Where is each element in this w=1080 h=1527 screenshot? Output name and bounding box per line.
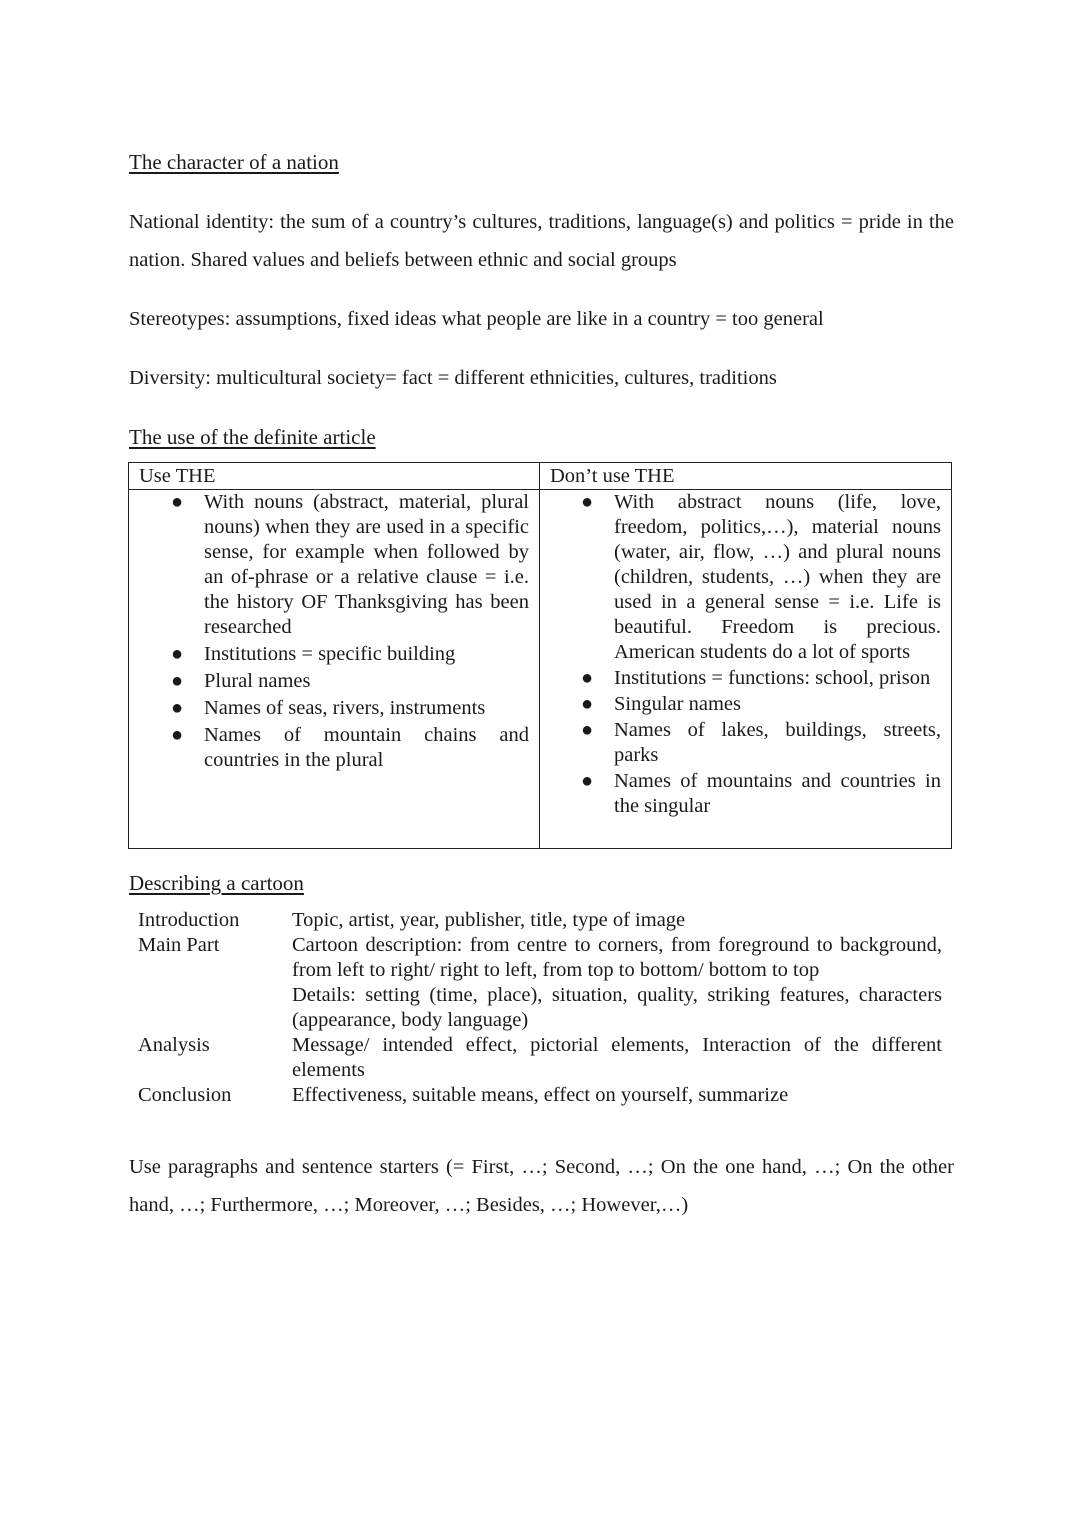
cartoon-row-label: Analysis	[138, 1034, 210, 1056]
cartoon-row-label	[138, 983, 292, 1033]
cartoon-heading: Describing a cartoon	[129, 871, 304, 895]
cartoon-row-label: Introduction	[138, 909, 240, 931]
definition-diversity: Diversity: multicultural society= fact = different ethnicities, cultures, traditions	[129, 367, 777, 389]
list-item: ● Plural names	[171, 670, 311, 692]
bullet-icon: ●	[581, 770, 594, 792]
bullet-icon: ●	[171, 724, 184, 746]
bullet-icon: ●	[171, 491, 184, 513]
list-item: ● Institutions = specific building	[171, 643, 456, 665]
bullet-icon: ●	[581, 693, 594, 715]
dont-use-the-column	[540, 490, 952, 849]
bullet-icon: ●	[581, 667, 594, 689]
cartoon-row	[138, 908, 942, 933]
bullet-icon: ●	[581, 719, 594, 741]
cartoon-row	[138, 1033, 942, 1083]
list-item: ● Names of mountains and countries in the singular	[581, 770, 941, 817]
list-item: ● Singular names	[581, 693, 741, 715]
bullet-icon: ●	[171, 643, 184, 665]
cartoon-row-text: Cartoon description: from centre to corners, from foreground to background, from left to right/ right to left, from top to bottom/ bottom to top	[292, 934, 942, 981]
cartoon-row-label: Conclusion	[138, 1084, 232, 1106]
list-item: ● With nouns (abstract, material, plural nouns) when they are used in a specific sense, for example when followed by an of-phrase or a relative clause = i.e. the history OF Thanksgiving has been researched	[171, 491, 529, 638]
closing-paragraph: Use paragraphs and sentence starters (= First, …; Second, …; On the one hand, …; On the other hand, …; Furthermore, …; Moreover, …; Besides, …; However,…)	[129, 1156, 954, 1216]
use-the-column	[129, 490, 540, 849]
use-the-header: Use THE	[129, 463, 540, 490]
cartoon-row	[138, 933, 942, 983]
list-item: ● Names of mountain chains and countries in the plural	[171, 724, 529, 771]
cartoon-row-text: Topic, artist, year, publisher, title, type of image	[292, 909, 686, 931]
cartoon-row-text: Message/ intended effect, pictorial elements, Interaction of the different elements	[292, 1034, 942, 1081]
page-title: The character of a nation	[129, 150, 339, 174]
cartoon-row-label: Main Part	[138, 934, 220, 956]
list-item: ● Names of lakes, buildings, streets, parks	[581, 719, 941, 766]
cartoon-structure	[138, 908, 942, 1108]
list-item: ● Names of seas, rivers, instruments	[171, 697, 486, 719]
bullet-icon: ●	[171, 670, 184, 692]
article-heading: The use of the definite article	[129, 425, 376, 449]
bullet-icon: ●	[171, 697, 184, 719]
definition-stereotypes: Stereotypes: assumptions, fixed ideas what people are like in a country = too general	[129, 308, 824, 330]
list-item: ● With abstract nouns (life, love, freedom, politics,…), material nouns (water, air, flow, …) and plural nouns (children, students, …) when they are used in a general sense = i.e. Life is beautiful. Freedom is precious. American students do a lot of sports	[581, 491, 941, 663]
cartoon-row-text: Effectiveness, suitable means, effect on yourself, summarize	[292, 1084, 789, 1106]
cartoon-row	[138, 1083, 942, 1108]
cartoon-row-text: Details: setting (time, place), situation, quality, striking features, characters (appearance, body language)	[292, 984, 942, 1031]
dont-use-the-header: Don’t use THE	[540, 463, 952, 490]
definite-article-table	[128, 462, 952, 849]
definition-national-identity: National identity: the sum of a country’s cultures, traditions, language(s) and politics = pride in the nation. Shared values and beliefs between ethnic and social groups	[129, 211, 954, 271]
cartoon-row	[138, 983, 942, 1033]
list-item: ● Institutions = functions: school, prison	[581, 667, 931, 689]
bullet-icon: ●	[581, 491, 594, 513]
